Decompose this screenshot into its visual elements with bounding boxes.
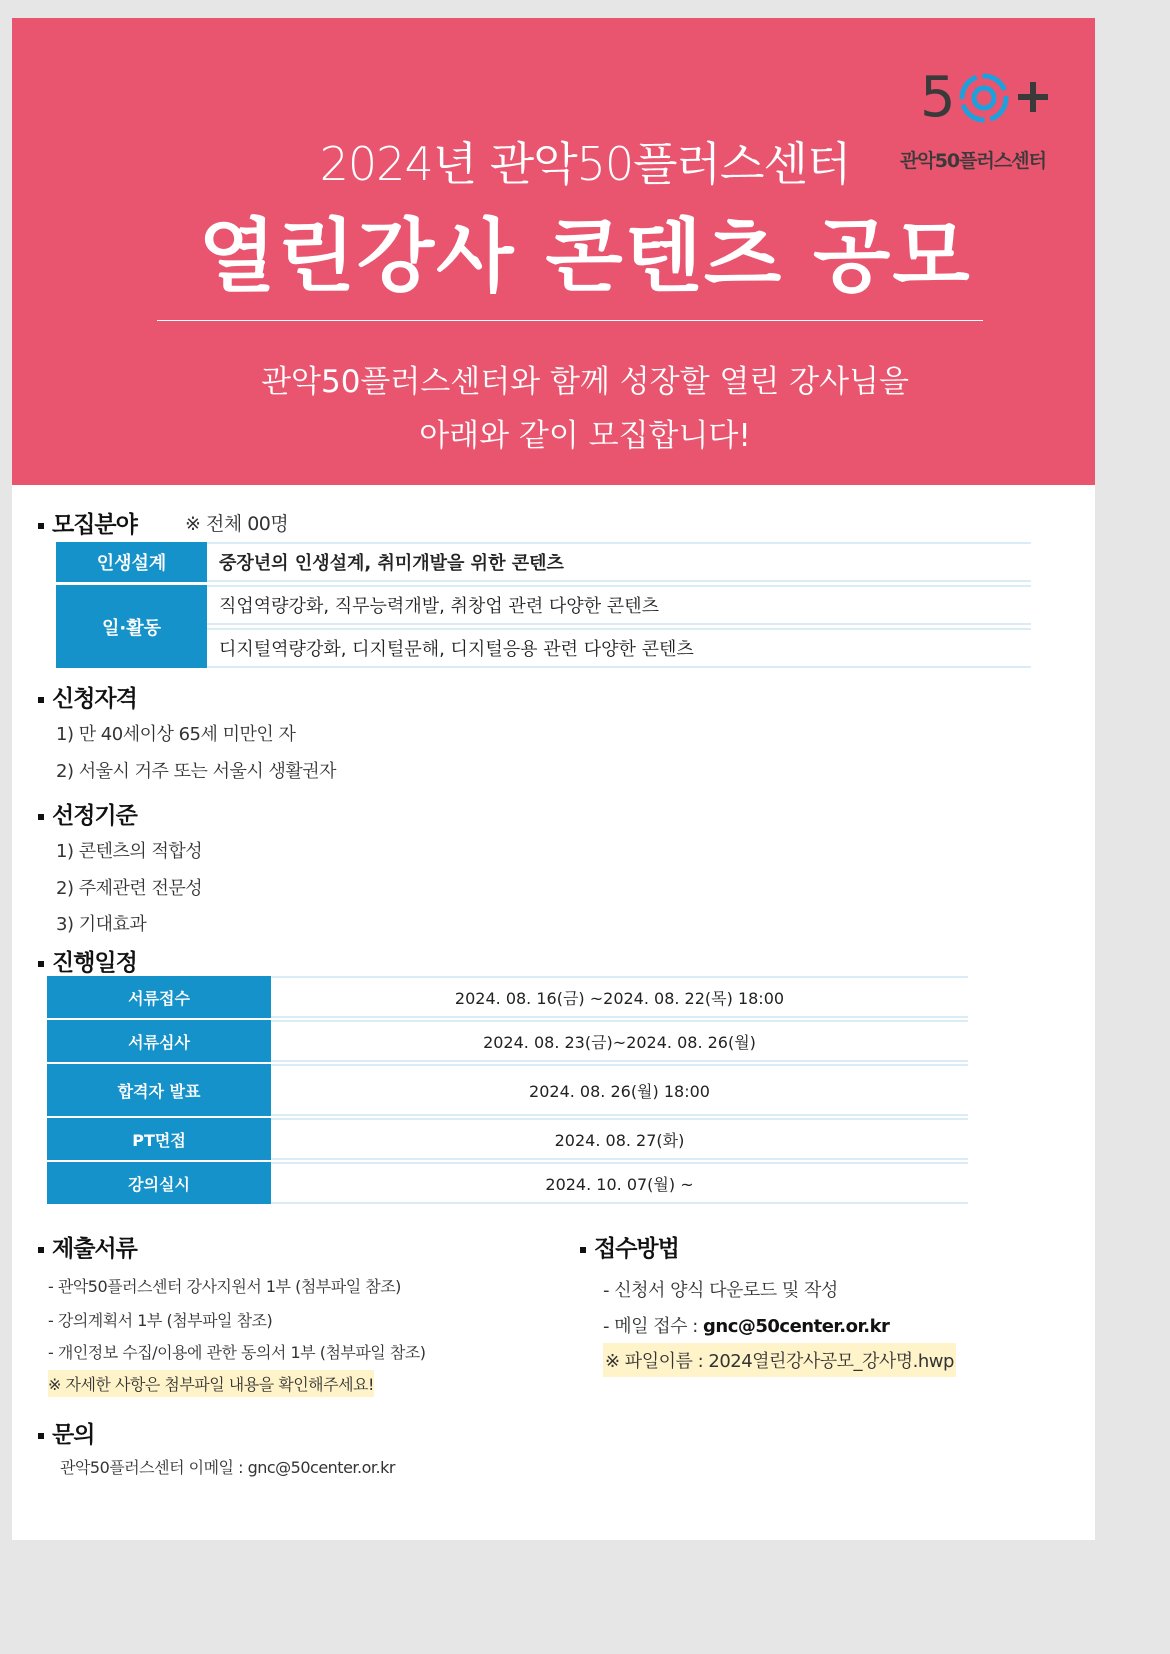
section-apply-heading: 접수방법 <box>580 1230 679 1263</box>
section-recruit-heading: 모집분야 <box>38 506 137 539</box>
category-cell: 인생설계 <box>56 542 207 582</box>
contact-text: 관악50플러스센터 이메일 : gnc@50center.or.kr <box>60 1458 395 1477</box>
table-row <box>47 976 968 1018</box>
filename-note: ※ 파일이름 : 2024열린강사공모_강사명.hwp <box>603 1343 956 1377</box>
content-cell: 디지털역량강화, 디지털문해, 디지털응용 관련 다양한 콘텐츠 <box>207 628 1031 668</box>
content-cell: 직업역량강화, 직무능력개발, 취창업 관련 다양한 콘텐츠 <box>207 585 1031 625</box>
section-eligibility-heading: 신청자격 <box>38 680 137 713</box>
list-item: - 개인정보 수집/이용에 관한 동의서 1부 (첨부파일 참조) <box>48 1343 426 1362</box>
email-label: - 메일 접수 : <box>603 1316 703 1337</box>
list-item: - 신청서 양식 다운로드 및 작성 <box>603 1280 838 1301</box>
page-title: 열린강사 콘텐츠 공모 <box>198 210 972 303</box>
list-item: 2) 주제관련 전문성 <box>56 878 203 899</box>
logo-text: 관악50플러스센터 <box>900 150 1046 172</box>
documents-note: ※ 자세한 사항은 첨부파일 내용을 확인해주세요! <box>48 1370 374 1397</box>
list-item: - 강의계획서 1부 (첨부파일 참조) <box>48 1311 273 1330</box>
content-cell: 중장년의 인생설계, 취미개발을 위한 콘텐츠 <box>207 542 1031 582</box>
recruit-note: ※ 전체 00명 <box>185 513 289 535</box>
svg-text:5: 5 <box>920 68 956 130</box>
date-cell: 2024. 08. 23(금)~2024. 08. 26(월) <box>271 1020 968 1062</box>
section-criteria-heading: 선정기준 <box>38 797 137 830</box>
list-item <box>603 1312 889 1338</box>
subtitle-line1: 관악50플러스센터와 함께 성장할 열린 강사님을 <box>261 364 909 400</box>
stage-cell: 서류심사 <box>47 1020 271 1062</box>
stage-cell: PT면접 <box>47 1118 271 1160</box>
divider <box>157 320 983 321</box>
table-row <box>47 1020 968 1062</box>
table-row <box>56 585 1031 625</box>
table-row <box>47 1118 968 1160</box>
stage-cell: 합격자 발표 <box>47 1064 271 1116</box>
subtitle-line2: 아래와 같이 모집합니다! <box>419 418 751 454</box>
schedule-table <box>47 974 968 1206</box>
list-item: 1) 만 40세이상 65세 미만인 자 <box>56 724 296 745</box>
table-row <box>56 542 1031 582</box>
stage-cell: 서류접수 <box>47 976 271 1018</box>
section-documents-heading: 제출서류 <box>38 1230 137 1263</box>
list-item: 1) 콘텐츠의 적합성 <box>56 841 203 862</box>
recruit-table <box>56 539 1031 671</box>
date-cell: 2024. 10. 07(월) ~ <box>271 1162 968 1204</box>
section-schedule-heading: 진행일정 <box>38 944 137 977</box>
list-item: - 관악50플러스센터 강사지원서 1부 (첨부파일 참조) <box>48 1277 401 1296</box>
date-cell: 2024. 08. 16(금) ~2024. 08. 22(목) 18:00 <box>271 976 968 1018</box>
date-cell: 2024. 08. 27(화) <box>271 1118 968 1160</box>
email-link[interactable]: gnc@50center.or.kr <box>703 1316 890 1337</box>
category-cell: 일·활동 <box>56 585 207 668</box>
list-item: 2) 서울시 거주 또는 서울시 생활권자 <box>56 761 337 782</box>
date-cell: 2024. 08. 26(월) 18:00 <box>271 1064 968 1116</box>
table-row <box>47 1064 968 1116</box>
list-item: 3) 기대효과 <box>56 914 147 935</box>
stage-cell: 강의실시 <box>47 1162 271 1204</box>
table-row <box>47 1162 968 1204</box>
section-contact-heading: 문의 <box>38 1416 94 1449</box>
title-year: 2024년 관악50플러스센터 <box>319 137 851 191</box>
